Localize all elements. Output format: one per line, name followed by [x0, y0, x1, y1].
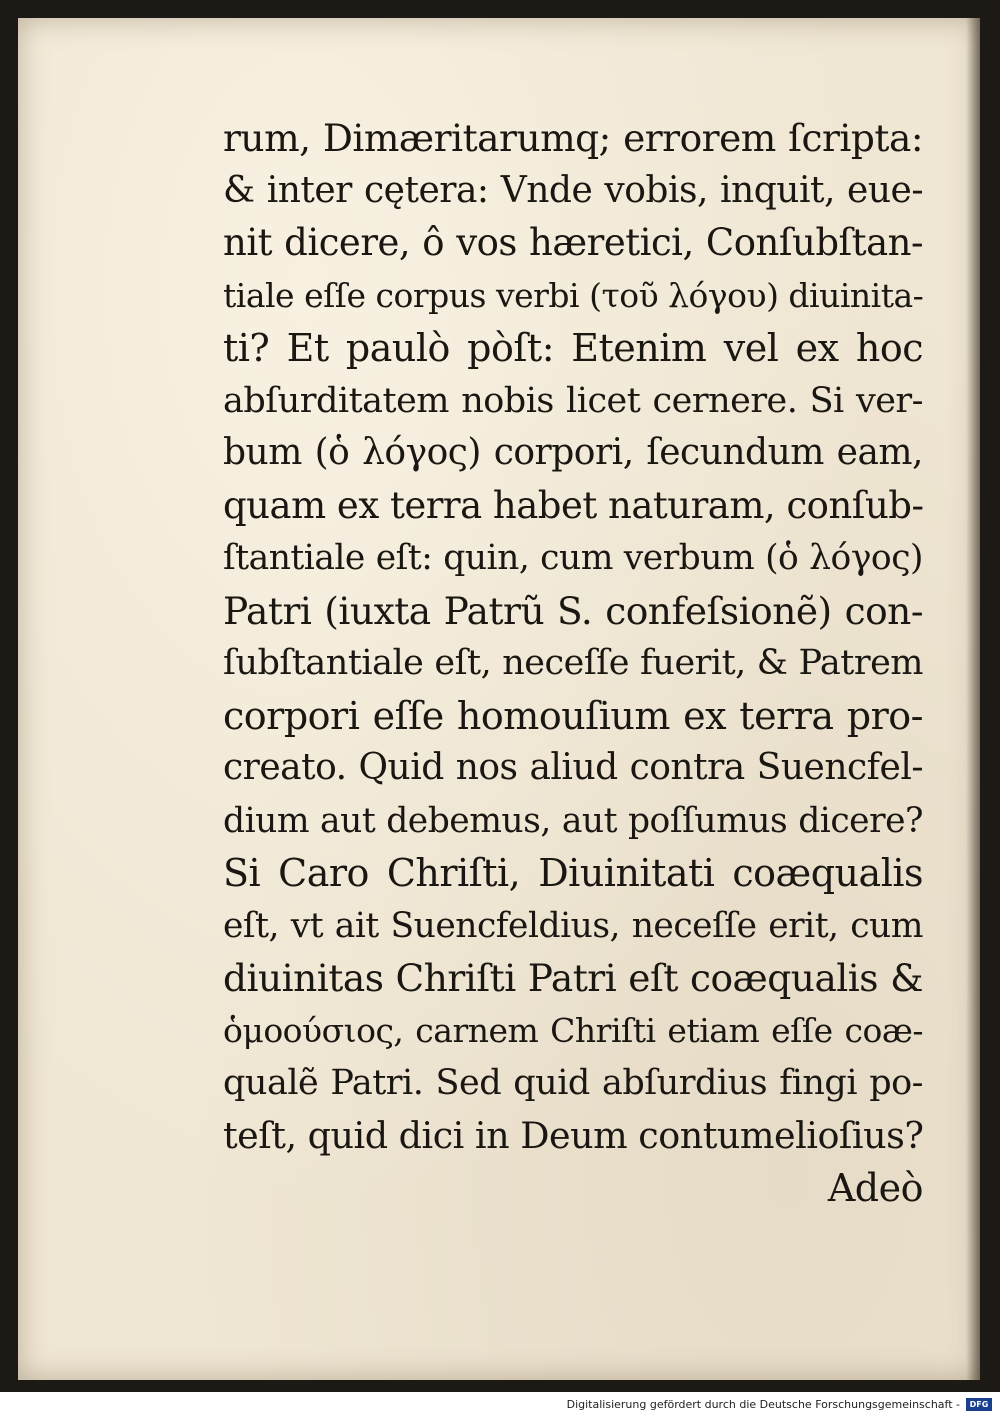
text-line-11: ſubſtantiale eſt, neceſſe fuerit, & Patrem: [223, 643, 923, 683]
funding-notice: Digitalisierung gefördert durch die Deutsche Forschungsgemeinschaft -: [566, 1398, 960, 1411]
text-line-3: nit dicere, ô vos hæretici, Conſubſtan-: [223, 221, 923, 264]
text-line-4: tiale eſſe corpus verbi (τοῦ λόγου) diuinita-: [223, 275, 924, 315]
text-line-6: abſurditatem nobis licet cernere. Si ver-: [223, 380, 923, 421]
text-line-20: teſt, quid dici in Deum contumelioſius?: [223, 1113, 924, 1157]
text-line-19: qualẽ Patri. Sed quid abſurdius fingi po-: [223, 1063, 923, 1103]
text-line-8: quam ex terra habet naturam, conſub-: [223, 483, 924, 527]
text-line-7: bum (ὁ λόγος) corpori, ſecundum eam,: [223, 432, 923, 473]
page-text-block: [223, 112, 923, 1215]
text-line-5: ti? Et paulò pòſt: Etenim vel ex hoc: [223, 326, 923, 370]
text-line-9: ſtantiale eſt: quin, cum verbum (ὁ λόγος): [223, 538, 923, 578]
text-line-12: corpori eſſe homouſium ex terra pro-: [223, 693, 923, 738]
text-line-17: diuinitas Chriſti Patri eſt coæqualis &: [223, 956, 923, 1000]
text-line-18: ὁμοούσιος, carnem Chriſti etiam eſſe coæ-: [223, 1010, 923, 1050]
text-line-10: Patri (iuxta Patrũ S. confeſsionẽ) con-: [223, 588, 923, 633]
text-line-16: eſt, vt ait Suencfeldius, neceſſe erit, cum: [223, 905, 923, 946]
book-page: [18, 18, 980, 1380]
text-line-1: rum, Dimæritarumq; errorem ſcripta:: [223, 116, 923, 160]
text-line-15: Si Caro Chriſti, Diuinitati coæqualis: [223, 851, 923, 895]
dfg-logo-icon: DFG: [966, 1398, 992, 1411]
text-line-13: creato. Quid nos aliud contra Suencfel-: [223, 747, 923, 788]
digitization-footer: [0, 1392, 1000, 1417]
text-line-14: dium aut debemus, aut poſſumus dicere?: [223, 800, 923, 841]
catchword: Adeò: [827, 1166, 923, 1210]
text-line-2: & inter cętera: Vnde vobis, inquit, eue-: [223, 169, 923, 211]
